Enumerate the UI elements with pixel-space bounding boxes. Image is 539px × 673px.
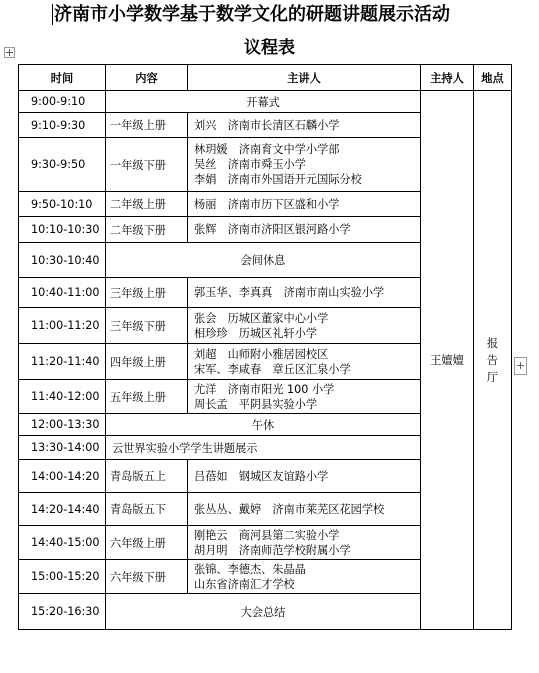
speaker-line: 吴丝 济南市舜玉小学 bbox=[194, 158, 306, 171]
row-content: 一年级上册 bbox=[106, 113, 188, 138]
row-time: 14:00-14:20 bbox=[19, 460, 106, 493]
text-cursor bbox=[52, 4, 53, 25]
row-time: 14:20-14:40 bbox=[19, 493, 106, 526]
row-time: 11:40-12:00 bbox=[19, 380, 106, 414]
table-header-row bbox=[19, 65, 512, 91]
row-speakers bbox=[188, 344, 421, 380]
header-host: 主持人 bbox=[421, 65, 474, 91]
row-time: 11:00-11:20 bbox=[19, 308, 106, 344]
row-content: 一年级下册 bbox=[106, 138, 188, 192]
row-session-title: 开幕式 bbox=[106, 91, 421, 113]
row-time: 9:30-9:50 bbox=[19, 138, 106, 192]
row-speakers bbox=[188, 460, 421, 493]
row-content: 三年级下册 bbox=[106, 308, 188, 344]
row-time: 14:40-15:00 bbox=[19, 526, 106, 560]
header-content: 内容 bbox=[106, 65, 188, 91]
row-time: 10:30-10:40 bbox=[19, 243, 106, 278]
row-time: 10:40-11:00 bbox=[19, 278, 106, 308]
row-session-title: 云世界实验小学学生讲题展示 bbox=[106, 436, 421, 460]
row-content: 五年级上册 bbox=[106, 380, 188, 414]
row-content: 二年级上册 bbox=[106, 192, 188, 217]
table-move-handle-icon[interactable] bbox=[4, 47, 15, 58]
row-content: 三年级上册 bbox=[106, 278, 188, 308]
speaker-line: 刘兴 济南市长清区石麟小学 bbox=[194, 118, 340, 132]
row-time: 11:20-11:40 bbox=[19, 344, 106, 380]
agenda-table bbox=[18, 64, 512, 630]
row-speakers bbox=[188, 113, 421, 138]
speaker-line: 刘超 山师附小雅居园校区 bbox=[194, 347, 329, 361]
row-content: 六年级上册 bbox=[106, 526, 188, 560]
speaker-line: 张锦、李德杰、朱晶晶 bbox=[194, 562, 306, 576]
speaker-line: 吕蓓如 钢城区友谊路小学 bbox=[194, 469, 329, 483]
speaker-line: 尤洋 济南市阳光 100 小学 bbox=[194, 382, 335, 396]
speaker-line: 张辉 济南市济阳区银河路小学 bbox=[194, 223, 351, 236]
header-time: 时间 bbox=[19, 65, 106, 91]
row-speakers bbox=[188, 526, 421, 560]
row-time: 9:50-10:10 bbox=[19, 192, 106, 217]
row-content: 青岛版五下 bbox=[106, 493, 188, 526]
row-speakers bbox=[188, 493, 421, 526]
header-speaker: 主讲人 bbox=[188, 65, 421, 91]
row-speakers bbox=[188, 192, 421, 217]
speaker-line: 杨丽 济南市历下区盛和小学 bbox=[194, 197, 340, 211]
speaker-line: 林玥媛 济南育文中学小学部 bbox=[194, 143, 340, 156]
speaker-line: 胡月明 济南师范学校附属小学 bbox=[194, 543, 351, 557]
row-speakers bbox=[188, 278, 421, 308]
speaker-line: 李娟 济南市外国语开元国际分校 bbox=[194, 173, 362, 186]
row-speakers bbox=[188, 560, 421, 594]
row-session-title: 会间休息 bbox=[106, 243, 421, 278]
host-cell: 王嬗嬗 bbox=[421, 91, 474, 630]
row-time: 9:10-9:30 bbox=[19, 113, 106, 138]
document-title: 济南市小学数学基于数学文化的研题讲题展示活动 bbox=[54, 4, 450, 25]
row-speakers bbox=[188, 380, 421, 414]
row-speakers bbox=[188, 217, 421, 243]
row-session-title: 午休 bbox=[106, 414, 421, 436]
location-char: 告 bbox=[486, 353, 499, 367]
header-location: 地点 bbox=[474, 65, 512, 91]
agenda-row bbox=[19, 91, 512, 113]
speaker-line: 山东省济南汇才学校 bbox=[194, 577, 295, 591]
speaker-line: 周长孟 平阴县实验小学 bbox=[194, 397, 318, 411]
row-content: 四年级上册 bbox=[106, 344, 188, 380]
speaker-line: 张会 历城区董家中心小学 bbox=[194, 311, 329, 325]
row-content: 六年级下册 bbox=[106, 560, 188, 594]
row-time: 10:10-10:30 bbox=[19, 217, 106, 243]
location-char: 厅 bbox=[486, 370, 499, 384]
add-column-icon[interactable]: + bbox=[514, 357, 527, 375]
row-time: 9:00-9:10 bbox=[19, 91, 106, 113]
speaker-line: 宋军、李咸春 章丘区汇泉小学 bbox=[194, 362, 351, 376]
row-speakers bbox=[188, 308, 421, 344]
speaker-line: 张丛丛、戴婷 济南市莱芜区花园学校 bbox=[194, 502, 385, 516]
location-char: 报 bbox=[486, 336, 499, 350]
document-subtitle: 议程表 bbox=[244, 38, 295, 58]
speaker-line: 郭玉华、李真真 济南市南山实验小学 bbox=[194, 286, 385, 299]
row-content: 青岛版五上 bbox=[106, 460, 188, 493]
row-time: 15:00-15:20 bbox=[19, 560, 106, 594]
row-time: 15:20-16:30 bbox=[19, 594, 106, 630]
location-cell bbox=[474, 91, 512, 630]
speaker-line: 相珍珍 历城区礼轩小学 bbox=[194, 326, 318, 340]
row-session-title: 大会总结 bbox=[106, 594, 421, 630]
row-time: 13:30-14:00 bbox=[19, 436, 106, 460]
row-time: 12:00-13:30 bbox=[19, 414, 106, 436]
speaker-line: 刚艳云 商河县第二实验小学 bbox=[194, 528, 340, 542]
row-speakers bbox=[188, 138, 421, 192]
row-content: 二年级下册 bbox=[106, 217, 188, 243]
